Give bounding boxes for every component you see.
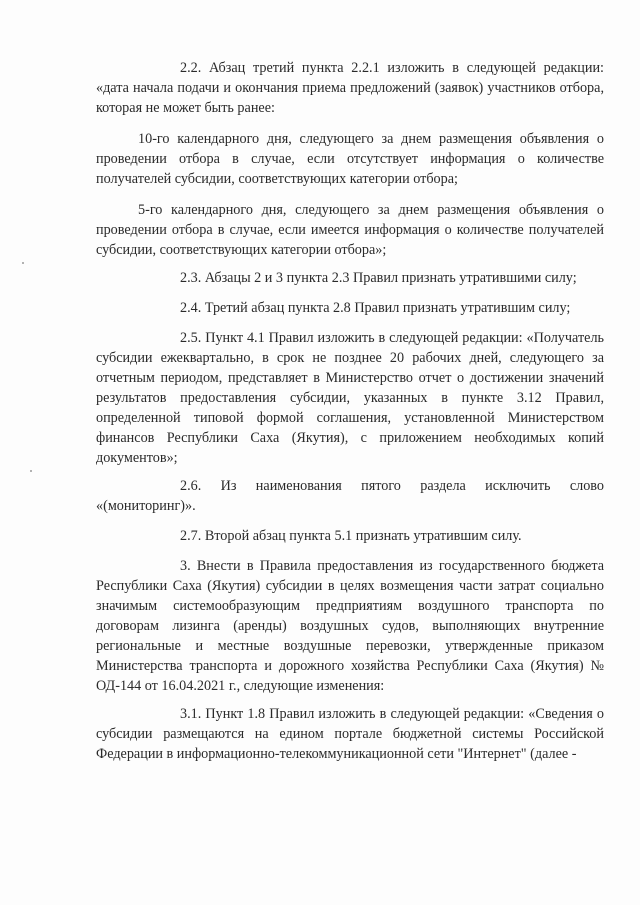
paragraph-text: Пункт 1.8 Правил изложить в следующей редакции: «Сведения о субсидии размещаются на едином портале бюджетной системы Российской Федерации в информационно-телекоммуникационной сети "Интернет" (далее -	[96, 706, 604, 762]
paragraph-text: Внести в Правила предоставления из государственного бюджета Республики Саха (Якутия) субсидии в целях возмещения части затрат социально значимым системообразующим предприятиям воздушного транспорта по договорам лизинга (аренды) воздушных судов, выполняющих внутренние региональные и местные воздушные перевозки, утвержденные приказом Министерства транспорта и дорожного хозяйства Республики Саха (Якутия) № ОД-144 от 16.04.2021 г., следующие изменения:	[96, 558, 604, 694]
paragraph-text: Второй абзац пункта 5.1 признать утратившим силу.	[204, 528, 522, 544]
paragraph-number: 3.	[180, 558, 191, 574]
paragraph-number: 2.3.	[180, 270, 202, 286]
paragraph-number: 2.5.	[180, 330, 202, 346]
paragraph-2-2	[96, 58, 604, 118]
paragraph-2-5	[96, 328, 604, 468]
paragraph-number: 2.6.	[180, 478, 202, 494]
paragraph-2-6	[96, 476, 604, 516]
paragraph-text: 5-го календарного дня, следующего за днем размещения объявления о проведении отбора в случае, если имеется информация о количестве получателей субсидии, соответствующих категории отбора»;	[96, 202, 604, 258]
paragraph-number: 2.4.	[180, 300, 202, 316]
paragraph-number: 2.2.	[180, 60, 202, 76]
paragraph-2-4	[96, 298, 604, 318]
paragraph-text: Из наименования пятого раздела исключить слово «(мониторинг)».	[96, 478, 605, 514]
paragraph-2-3	[96, 268, 604, 288]
paragraph-5th-day	[96, 200, 604, 260]
paragraph-text: Абзацы 2 и 3 пункта 2.3 Правил признать утратившими силу;	[204, 270, 577, 286]
paragraph-2-7	[96, 526, 604, 546]
scan-speck	[30, 470, 32, 472]
scan-speck	[22, 262, 24, 264]
paragraph-3-1	[96, 704, 604, 764]
paragraph-number: 3.1.	[180, 706, 202, 722]
document-body	[96, 58, 604, 764]
paragraph-text: 10-го календарного дня, следующего за днем размещения объявления о проведении отбора в случае, если отсутствует информация о количестве получателей субсидии, соответствующих категории отбора;	[96, 131, 604, 187]
paragraph-number: 2.7.	[180, 528, 202, 544]
paragraph-text: Пункт 4.1 Правил изложить в следующей редакции: «Получатель субсидии ежеквартально, в срок не позднее 20 рабочих дней, следующего за отчетным периодом, представляет в Министерство отчет о достижении значений результатов предоставления субсидии, указанных в пункте 3.12 Правил, определенной типовой формой соглашения, установленной Министерством финансов Республики Саха (Якутия), с приложением необходимых копий документов»;	[96, 330, 605, 466]
paragraph-10th-day	[96, 129, 604, 189]
paragraph-text: Третий абзац пункта 2.8 Правил признать утратившим силу;	[204, 300, 571, 316]
paragraph-text: Абзац третий пункта 2.2.1 изложить в следующей редакции: «дата начала подачи и окончания приема предложений (заявок) участников отбора, которая не может быть ранее:	[96, 60, 604, 116]
paragraph-3	[96, 556, 604, 696]
